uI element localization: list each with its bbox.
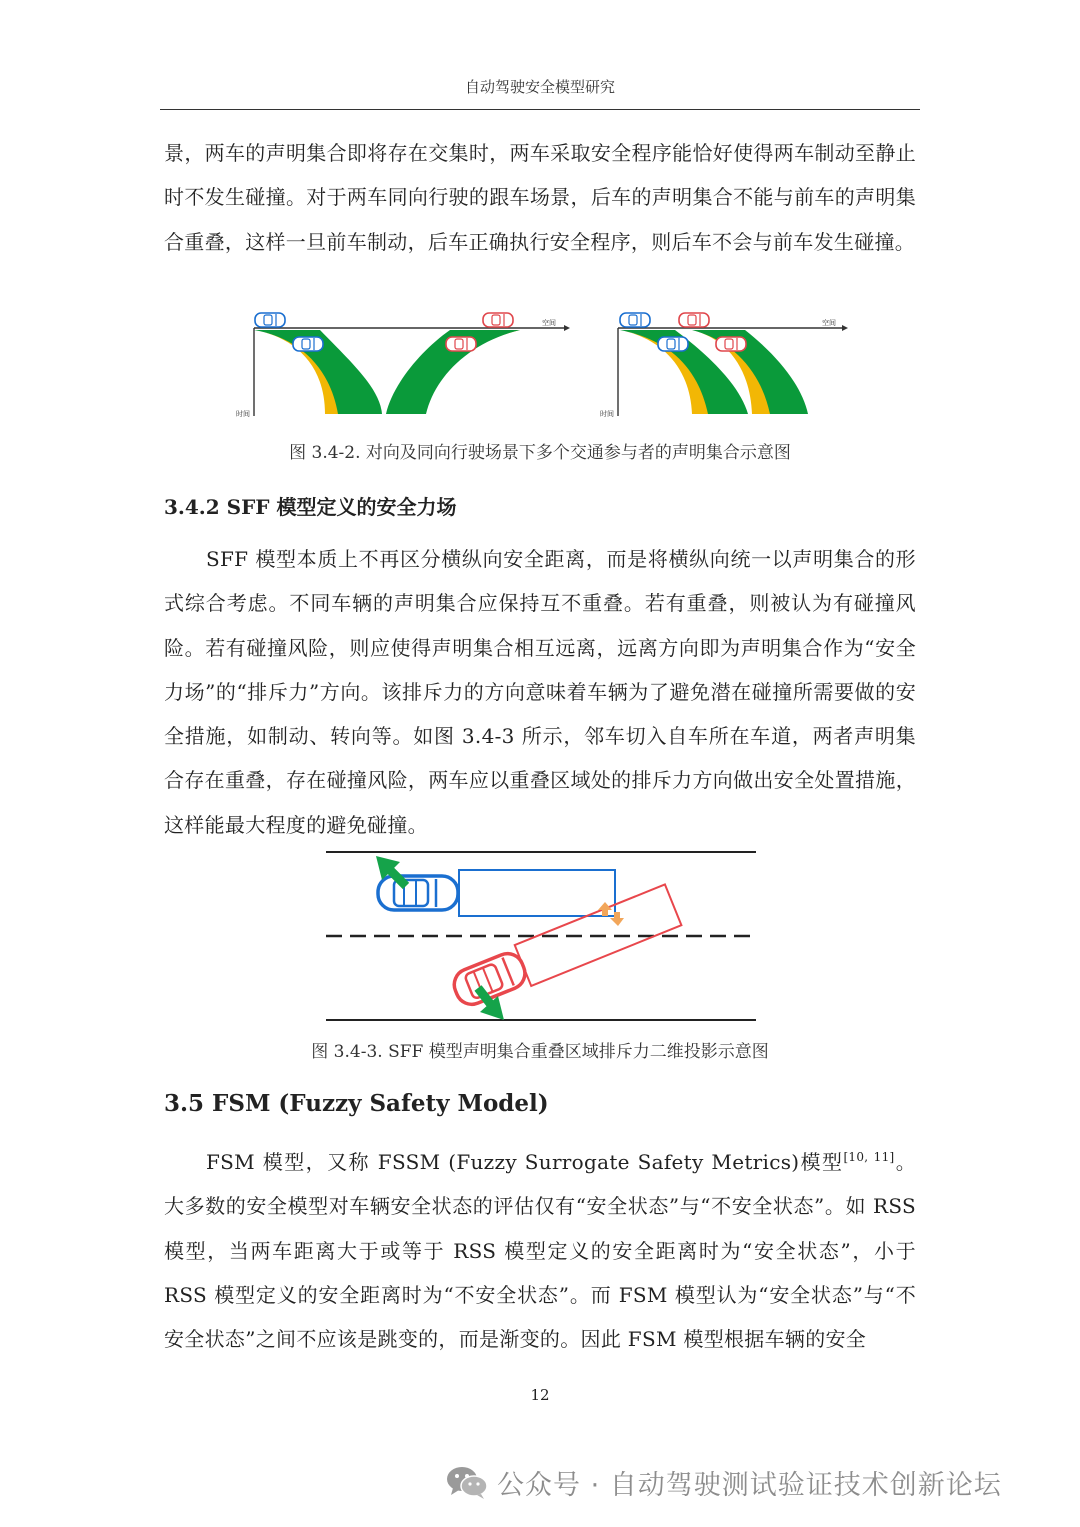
blue-car-icon xyxy=(658,337,688,351)
watermark-text: 公众号 · 自动驾驶测试验证技术创新论坛 xyxy=(497,1469,1002,1501)
section-heading-3-5: 3.5 FSM (Fuzzy Safety Model) xyxy=(164,1090,549,1117)
citation-10-11: [10, 11] xyxy=(843,1150,895,1164)
paragraph-1: 景，两车的声明集合即将存在交集时，两车采取安全程序能恰好使得两车制动至静止时不发生碰撞。对于两车同向行驶的跟车场景，后车的声明集合不能与前车的声明集合重叠，这样一旦前车制动，后车正确执行安全程序，则后车不会与前车发生碰撞。 xyxy=(164,141,916,254)
red-car-icon xyxy=(483,313,513,327)
blue-car-icon xyxy=(255,313,285,327)
paragraph-3 xyxy=(164,1140,916,1361)
wechat-watermark xyxy=(445,1460,1002,1504)
figure-3-4-2 xyxy=(230,306,860,422)
paragraph-3-lead: FSM 模型，又称 FSSM (Fuzzy Surrogate Safety Metrics)模型 xyxy=(206,1150,844,1174)
space-axis-label-right: 空间 xyxy=(822,319,836,327)
ego-vehicle-blue xyxy=(378,870,615,916)
section-heading-3-4-2: 3.4.2 SFF 模型定义的安全力场 xyxy=(164,495,457,519)
figure-3-4-2-caption: 图 3.4-2. 对向及同向行驶场景下多个交通参与者的声明集合示意图 xyxy=(289,443,791,463)
space-axis-label-left: 空间 xyxy=(542,319,556,327)
wechat-icon xyxy=(445,1464,489,1500)
figure-3-4-3 xyxy=(322,846,762,1026)
red-car-icon xyxy=(446,337,476,351)
red-car-icon xyxy=(716,337,746,351)
same-direction-diagram xyxy=(600,313,848,418)
time-axis-label-left: 时间 xyxy=(236,410,250,418)
blue-car-icon xyxy=(293,337,323,351)
paragraph-3-body: 。大多数的安全模型对车辆安全状态的评估仅有“安全状态”与“不安全状态”。如 RSS 模型，当两车距离大于或等于 RSS 模型定义的安全距离时为“安全状态”，小于 RSS 模型定义的安全距离时为“不安全状态”。而 FSM 模型认为“安全状态”与“不安全状态”之间不应该是跳变的，而是渐变的。因此 FSM 模型根据车辆的安全 xyxy=(164,1150,916,1352)
ego-claim-set xyxy=(459,870,615,916)
running-header: 自动驾驶安全模型研究 xyxy=(464,78,615,96)
page-number: 12 xyxy=(530,1386,550,1404)
header-rule xyxy=(160,109,920,110)
time-axis-label-right: 时间 xyxy=(600,410,614,418)
opposite-direction-diagram xyxy=(236,313,570,418)
figure-3-4-3-caption: 图 3.4-3. SFF 模型声明集合重叠区域排斥力二维投影示意图 xyxy=(311,1042,769,1062)
red-car-icon xyxy=(679,313,709,327)
paragraph-2: SFF 模型本质上不再区分横纵向安全距离，而是将横纵向统一以声明集合的形式综合考虑。不同车辆的声明集合应保持互不重叠。若有重叠，则被认为有碰撞风险。若有碰撞风险，则应使得声明集合相互远离，远离方向即为声明集合作为“安全力场”的“排斥力”方向。该排斥力的方向意味着车辆为了避免潜在碰撞所需要做的安全措施，如制动、转向等。如图 3.4-3 所示，邻车切入自车所在车道，两者声明集合存在重叠，存在碰撞风险，两车应以重叠区域处的排斥力方向做出安全处置措施，这样能最大程度的避免碰撞。 xyxy=(164,547,916,837)
blue-car-icon xyxy=(620,313,650,327)
